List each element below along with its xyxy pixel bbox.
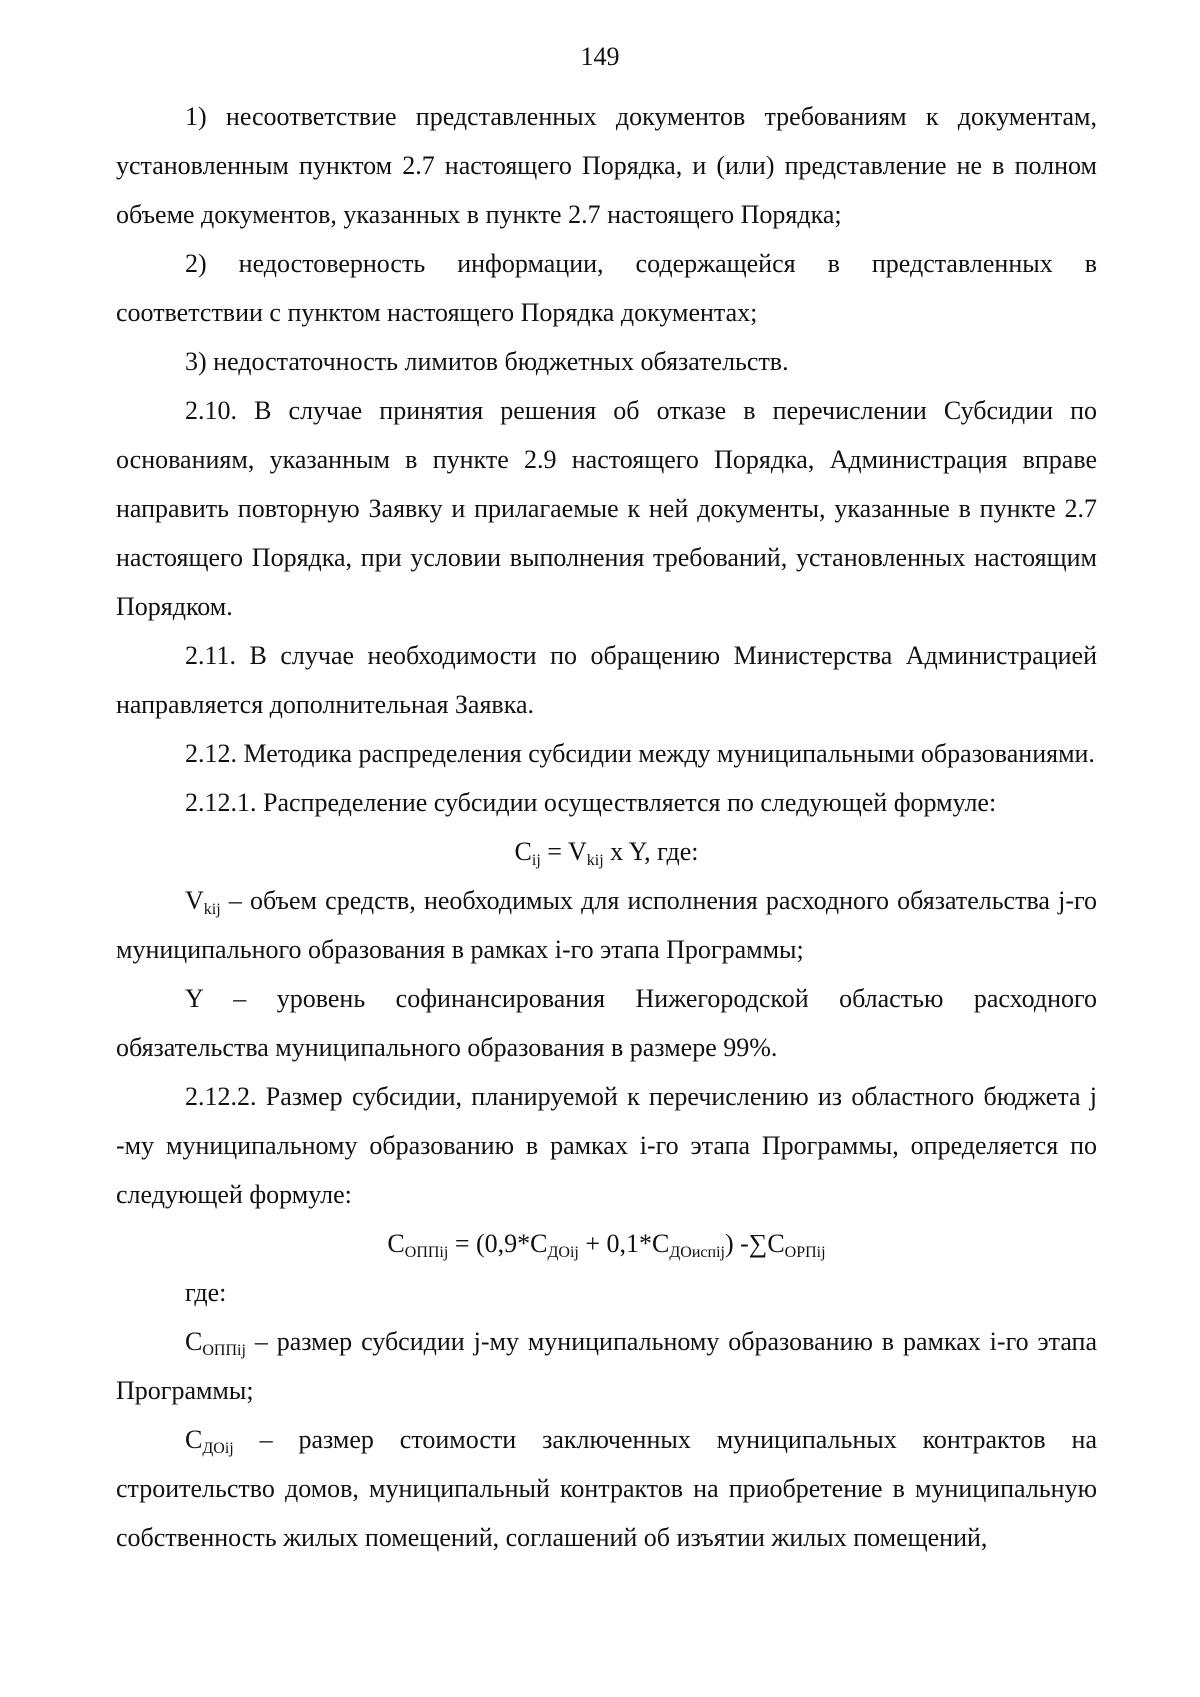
paragraph-2-12-1: 2.12.1. Распределение субсидии осуществляется по следующей формуле: — [185, 788, 997, 817]
term-c-do-sub: ДОij — [202, 1440, 234, 1457]
term-v-sub: kij — [203, 901, 221, 918]
formula2-mid2: + 0,1*C — [578, 1229, 670, 1258]
definition-c-opp — [116, 1317, 1097, 1415]
paragraph-3: 3) недостаточность лимитов бюджетных обязательств. — [185, 347, 789, 376]
term-c-do: C — [185, 1425, 203, 1454]
formula-eq: = V — [540, 837, 587, 866]
paragraph-2-10: 2.10. В случае принятия решения об отказе в перечислении Субсидии по основаниям, указанным в пункте 2.9 настоящего Порядка, Администрация вправе направить повторную Заявку и прилагаемые к ней документы, указанные в пункте 2.7 настоящего Порядка, при условии выполнения требований, установленных настоящим Порядком. — [116, 396, 1097, 621]
formula-c-sub: ij — [531, 852, 541, 869]
formula2-sub1: ДОij — [547, 1244, 579, 1261]
formula-tail: x Y, где: — [603, 837, 699, 866]
formula-v-sub: kij — [586, 852, 604, 869]
formula-distribution — [116, 827, 1097, 876]
formula2-sub3: ОРПij — [784, 1244, 826, 1261]
formula2-lhs: C — [387, 1229, 405, 1258]
where-label: где: — [185, 1278, 227, 1307]
term-v: V — [185, 886, 204, 915]
paragraph-2-11: 2.11. В случае необходимости по обращению Министерства Администрацией направляется дополнительная Заявка. — [116, 641, 1097, 719]
formula2-mid3: ) -∑C — [724, 1229, 785, 1258]
definition-c-do — [116, 1415, 1097, 1562]
formula2-lhs-sub: ОППij — [404, 1244, 449, 1261]
formula-c: C — [514, 837, 532, 866]
page-number: 149 — [580, 42, 620, 71]
formula2-sub2: ДОиспij — [669, 1244, 725, 1261]
paragraph-1: 1) несоответствие представленных документов требованиям к документам, установленным пунктом 2.7 настоящего Порядка, и (или) представление не в полном объеме документов, указанных в пункте 2.7 настоящего Порядка; — [116, 102, 1097, 229]
document-body — [116, 92, 1097, 1562]
formula-subsidy — [116, 1219, 1097, 1268]
definition-c-opp-text: – размер субсидии j-му муниципальному образованию в рамках i-го этапа Программы; — [116, 1327, 1097, 1405]
paragraph-2-12: 2.12. Методика распределения субсидии между муниципальными образованиями. — [185, 739, 1095, 768]
definition-y: Y – уровень софинансирования Нижегородской областью расходного обязательства муниципального образования в размере 99%. — [116, 984, 1097, 1062]
formula2-mid1: = (0,9*C — [448, 1229, 548, 1258]
term-c-opp-sub: ОППij — [202, 1342, 246, 1359]
term-c-opp: C — [185, 1327, 203, 1356]
definition-v — [116, 876, 1097, 974]
paragraph-2: 2) недостоверность информации, содержащейся в представленных в соответствии с пунктом настоящего Порядка документах; — [116, 249, 1097, 327]
paragraph-2-12-2: 2.12.2. Размер субсидии, планируемой к перечислению из областного бюджета j -му муниципальному образованию в рамках i-го этапа Программы, определяется по следующей формуле: — [116, 1082, 1097, 1209]
definition-v-text: – объем средств, необходимых для исполнения расходного обязательства j-го муниципального образования в рамках i-го этапа Программы; — [116, 886, 1097, 964]
definition-c-do-text: – размер стоимости заключенных муниципальных контрактов на строительство домов, муниципальный контрактов на приобретение в муниципальную собственность жилых помещений, соглашений об изъятии жилых помещений, — [116, 1425, 1097, 1552]
